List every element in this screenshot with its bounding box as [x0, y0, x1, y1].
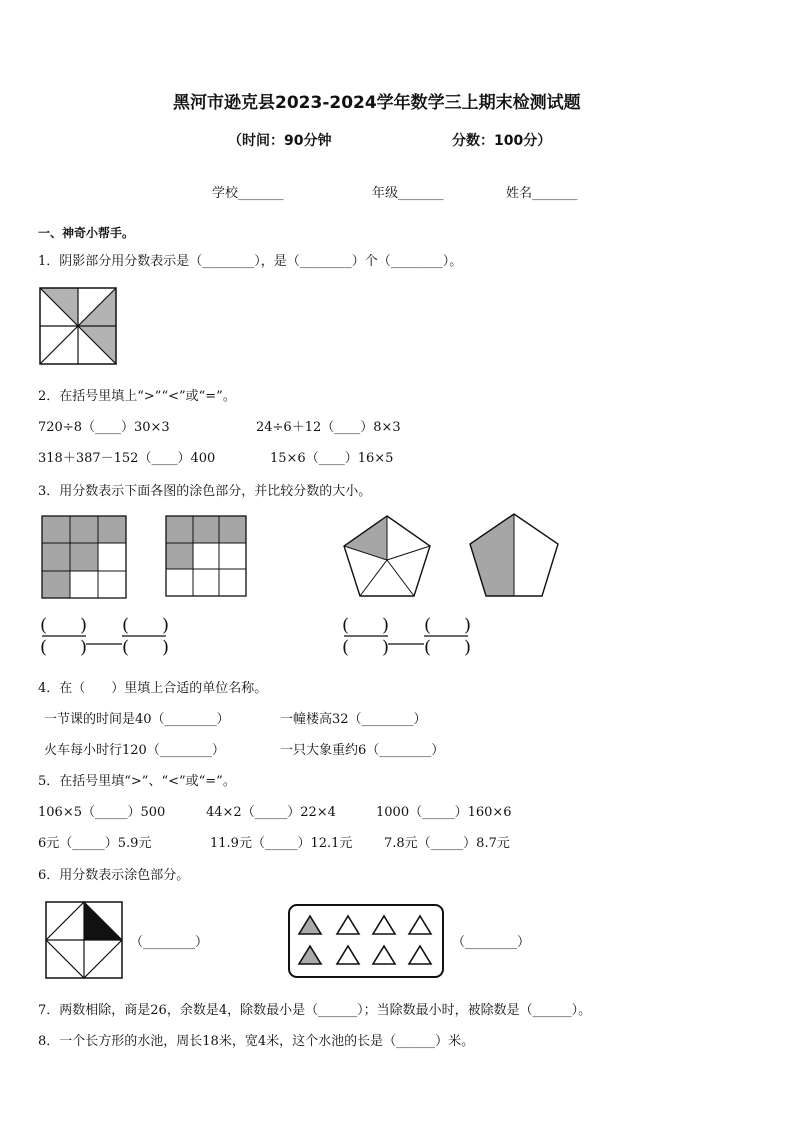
question-4: 4．在（ ）里填上合适的单位名称。: [38, 681, 268, 696]
q3-right-den-open: (: [122, 637, 130, 658]
page-title: 黑河市逊克县2023-2024学年数学三上期末检测试题: [173, 93, 581, 113]
exam-time: （时间：90分钟: [228, 133, 332, 149]
question-5: 5．在括号里填“>”、“<”或“=”。: [38, 774, 236, 789]
q4-item-b[interactable]: 一幢楼高32（________）: [280, 712, 427, 727]
q3-left-den-open: (: [40, 637, 48, 658]
q3-grid-figure-2: [166, 516, 246, 596]
name-field[interactable]: 姓名_______: [506, 186, 578, 201]
exam-score: 分数：100分）: [452, 133, 552, 149]
q3-right-den-close: ): [162, 637, 170, 658]
q3-left2-den-close: ): [382, 637, 390, 658]
question-3: 3．用分数表示下面各图的涂色部分，并比较分数的大小。: [38, 484, 372, 499]
grade-field[interactable]: 年级_______: [372, 186, 444, 201]
q6-triangle-shaded-1: [299, 916, 321, 934]
q3-left-num-close: ): [80, 615, 88, 636]
q6-blank-2[interactable]: （________）: [452, 935, 531, 950]
question-2: 2．在括号里填上“>”“<”或“=”。: [38, 389, 236, 404]
q4-item-d[interactable]: 一只大象重约6（________）: [280, 743, 445, 758]
q6-triangle-shaded-2: [299, 946, 321, 964]
q2-item-a[interactable]: 720÷8（____）30×3: [38, 420, 170, 435]
q4-item-c[interactable]: 火车每小时行120（________）: [44, 743, 225, 758]
q5-item-d[interactable]: 6元（_____）5.9元: [38, 836, 152, 851]
q2-item-b[interactable]: 24÷6＋12（____）8×3: [256, 420, 401, 435]
q3-left2-num-open: (: [342, 615, 350, 636]
question-1[interactable]: 1．阴影部分用分数表示是（________），是（________）个（________）。: [38, 254, 463, 269]
q1-square-figure: [40, 288, 116, 364]
question-6: 6．用分数表示涂色部分。: [38, 868, 190, 883]
q3-grid-figure-1: [42, 516, 126, 598]
q5-item-c[interactable]: 1000（_____）160×6: [376, 805, 512, 820]
q3-fraction-blanks-left[interactable]: [38, 616, 174, 660]
q2-item-d[interactable]: 15×6（____）16×5: [270, 451, 394, 466]
q3-right2-num-open: (: [424, 615, 432, 636]
q3-fraction-blanks-right[interactable]: [340, 616, 476, 660]
q6-triangles-box: [288, 904, 444, 978]
q4-item-a[interactable]: 一节课的时间是40（________）: [44, 712, 230, 727]
q3-right2-num-close: ): [464, 615, 472, 636]
q3-left2-den-open: (: [342, 637, 350, 658]
q3-left2-num-close: ): [382, 615, 390, 636]
q3-pentagon-figure-2: [470, 514, 558, 598]
q6-square-figure: [46, 902, 122, 978]
q5-item-f[interactable]: 7.8元（_____）8.7元: [384, 836, 510, 851]
q3-right2-den-open: (: [424, 637, 432, 658]
q3-left-den-close: ): [80, 637, 88, 658]
q3-right-num-close: ): [162, 615, 170, 636]
q5-item-e[interactable]: 11.9元（_____）12.1元: [210, 836, 353, 851]
q3-left-num-open: (: [40, 615, 48, 636]
q6-blank-1[interactable]: （________）: [130, 935, 209, 950]
question-8[interactable]: 8．一个长方形的水池，周长18米，宽4米，这个水池的长是（______）米。: [38, 1034, 475, 1049]
q2-item-c[interactable]: 318＋387－152（____）400: [38, 451, 216, 466]
question-7[interactable]: 7．两数相除，商是26，余数是4，除数最小是（______）；当除数最小时，被除数是（______）。: [38, 1003, 592, 1018]
q3-right-num-open: (: [122, 615, 130, 636]
section-heading: 一、神奇小帮手。: [38, 226, 135, 240]
q5-item-a[interactable]: 106×5（_____）500: [38, 805, 166, 820]
q3-pentagon-figure-1: [344, 516, 430, 598]
school-field[interactable]: 学校_______: [212, 186, 284, 201]
q5-item-b[interactable]: 44×2（_____）22×4: [206, 805, 336, 820]
q3-right2-den-close: ): [464, 637, 472, 658]
